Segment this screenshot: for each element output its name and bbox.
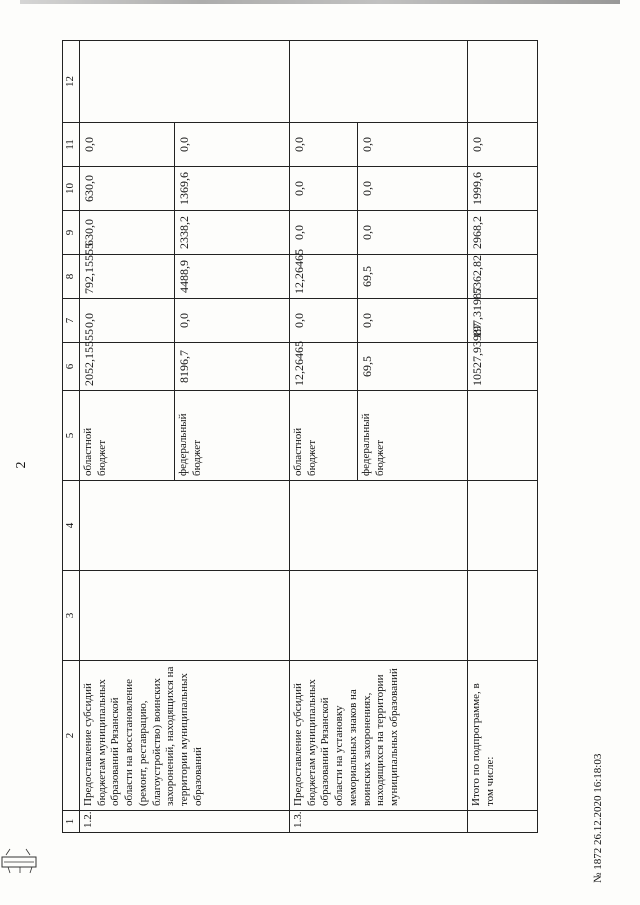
empty-cell <box>467 811 537 833</box>
col-header: 1 <box>63 811 80 833</box>
row-number: 1.2. <box>79 811 289 833</box>
value-cell: 0,0 <box>79 123 174 167</box>
value-cell: 4488,9 <box>174 255 289 299</box>
value-cell: 0,0 <box>289 123 357 167</box>
value-cell: 2052,15555 <box>79 343 174 391</box>
row-number: 1.3. <box>289 811 467 833</box>
registration-footer: № 1872 26.12.2020 16:18:03 <box>592 753 604 883</box>
funding-source: федеральный бюджет <box>357 391 467 481</box>
funding-source: федеральный бюджет <box>174 391 289 481</box>
value-cell: 0,0 <box>79 299 174 343</box>
table-row <box>289 41 357 833</box>
empty-cell <box>79 481 289 571</box>
value-cell: 2968,2 <box>467 211 537 255</box>
value-cell: 0,0 <box>357 123 467 167</box>
empty-cell <box>467 481 537 571</box>
value-cell: 1999,6 <box>467 167 537 211</box>
column-numbers-row <box>63 41 80 833</box>
value-cell: 197,31987 <box>467 299 537 343</box>
table-row <box>79 41 174 833</box>
value-cell: 2338,2 <box>174 211 289 255</box>
col-header: 10 <box>63 167 80 211</box>
registration-stamp <box>0 841 45 885</box>
stamp-icon <box>0 841 40 885</box>
value-cell: 12,26465 <box>289 343 357 391</box>
col-header: 7 <box>63 299 80 343</box>
col-header: 2 <box>63 661 80 811</box>
col-header: 9 <box>63 211 80 255</box>
value-cell: 69,5 <box>357 255 467 299</box>
col-header: 6 <box>63 343 80 391</box>
col-header: 5 <box>63 391 80 481</box>
total-label: Итого по подпрограмме, в том числе: <box>467 661 537 811</box>
col-header: 3 <box>63 571 80 661</box>
empty-cell <box>467 41 537 123</box>
funding-source: областной бюджет <box>289 391 357 481</box>
value-cell: 0,0 <box>357 167 467 211</box>
col-header: 4 <box>63 481 80 571</box>
col-header: 8 <box>63 255 80 299</box>
value-cell: 1369,6 <box>174 167 289 211</box>
value-cell: 8196,7 <box>174 343 289 391</box>
empty-cell <box>289 481 467 571</box>
value-cell: 630,0 <box>79 211 174 255</box>
col-header: 12 <box>63 41 80 123</box>
empty-cell <box>79 571 289 661</box>
value-cell: 792,15555 <box>79 255 174 299</box>
value-cell: 69,5 <box>357 343 467 391</box>
value-cell: 0,0 <box>357 299 467 343</box>
empty-cell <box>467 571 537 661</box>
value-cell: 0,0 <box>289 211 357 255</box>
measure-name: Предоставление субсидий бюджетам муниципальных образований Рязанской области на установку мемориальных знаков на воинских захоронениях, находящихся на территории муниципальных образований <box>289 661 467 811</box>
budget-table <box>62 40 538 833</box>
empty-cell <box>79 41 289 123</box>
page-number: 2 <box>14 461 29 469</box>
value-cell: 0,0 <box>467 123 537 167</box>
value-cell: 12,26465 <box>289 255 357 299</box>
value-cell: 5362,82 <box>467 255 537 299</box>
value-cell: 0,0 <box>289 167 357 211</box>
value-cell: 630,0 <box>79 167 174 211</box>
funding-source: областной бюджет <box>79 391 174 481</box>
empty-cell <box>289 571 467 661</box>
empty-cell <box>289 41 467 123</box>
value-cell: 0,0 <box>174 299 289 343</box>
total-row <box>467 41 537 833</box>
col-header: 11 <box>63 123 80 167</box>
value-cell: 0,0 <box>174 123 289 167</box>
measure-name: Предоставление субсидий бюджетам муниципальных образований Рязанской области на восстановление (ремонт, реставрацию, благоустройство) воинских захоронений, находящихся на территории муниципальных образований <box>79 661 289 811</box>
value-cell: 10527,93987 <box>467 343 537 391</box>
value-cell: 0,0 <box>289 299 357 343</box>
empty-cell <box>467 391 537 481</box>
value-cell: 0,0 <box>357 211 467 255</box>
